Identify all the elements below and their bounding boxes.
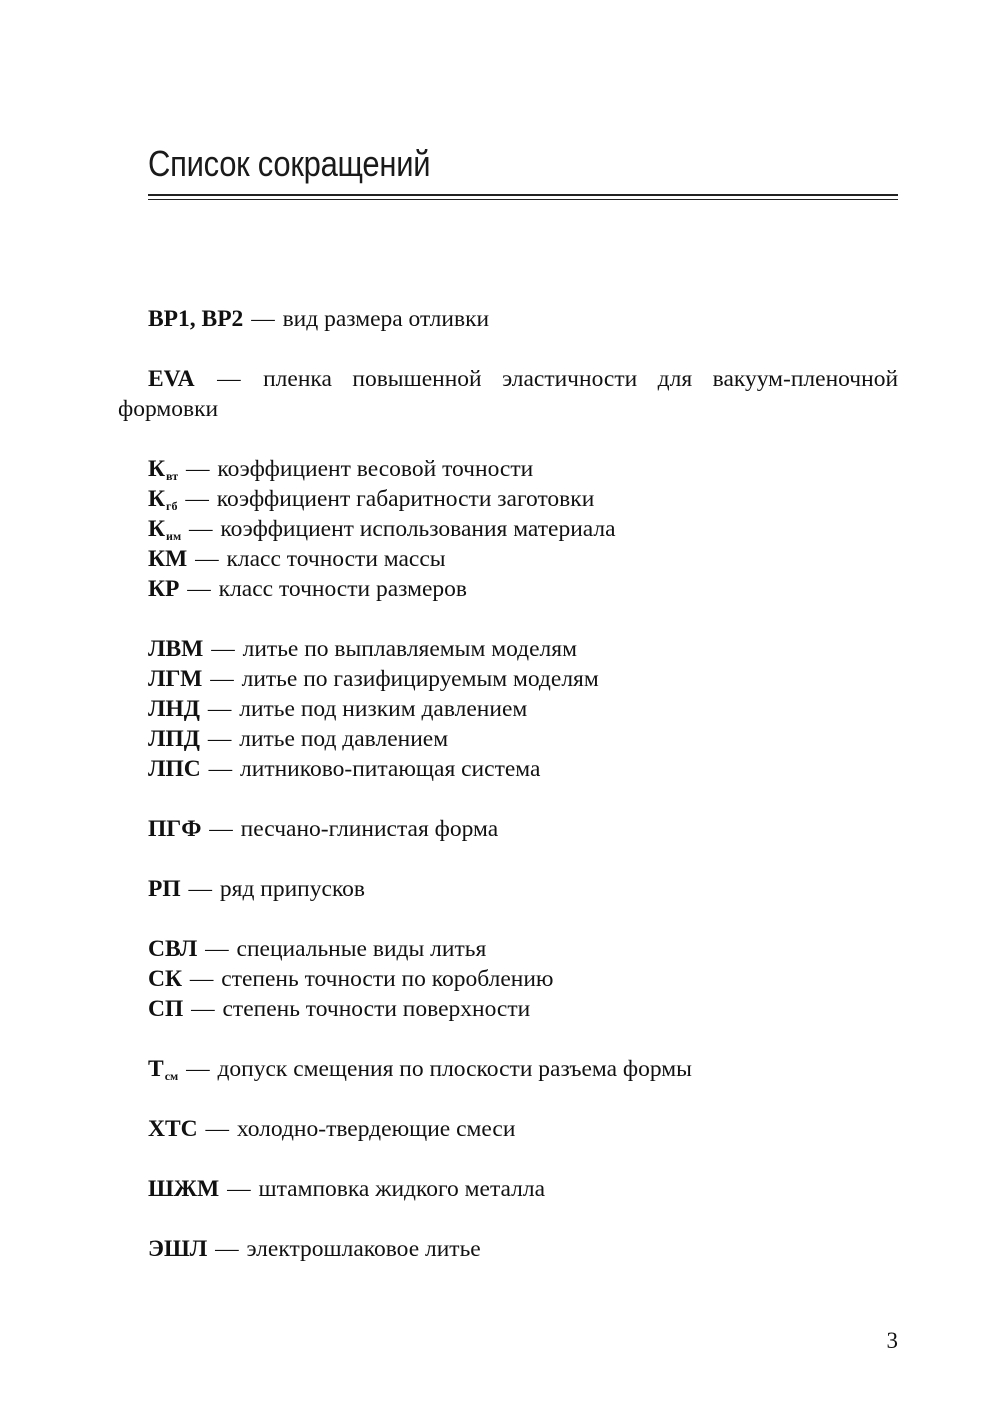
abbreviation-subscript: вт bbox=[166, 469, 179, 483]
abbreviation-entry: $К_{вт}$ — коэффициент весовой точности bbox=[148, 456, 534, 483]
abbreviation-subscript: см bbox=[164, 1069, 179, 1083]
abbreviation-term: КМ bbox=[148, 546, 188, 572]
abbreviation-entry: СВЛ — специальные виды литья bbox=[148, 936, 487, 962]
abbreviation-definition: литниково-питающая система bbox=[240, 756, 541, 782]
abbreviation-definition: допуск смещения по плоскости разъема формы bbox=[217, 1056, 692, 1082]
abbreviation-entry: ЛВМ — литье по выплавляемым моделям bbox=[148, 636, 577, 662]
abbreviation-term: $К_{им}$ bbox=[148, 516, 182, 543]
abbreviation-definition: литье под низким давлением bbox=[239, 696, 528, 722]
abbreviation-term: КР bbox=[148, 576, 180, 602]
abbreviation-entry: $К_{гб}$ — коэффициент габаритности заготовки bbox=[148, 486, 595, 513]
abbreviation-definition: литье по газифицируемым моделям bbox=[241, 666, 599, 692]
abbreviation-term: ЭШЛ bbox=[148, 1236, 208, 1262]
abbreviation-definition: литье по выплавляемым моделям bbox=[242, 636, 577, 662]
abbreviation-definition: литье под давлением bbox=[239, 726, 449, 752]
abbreviation-definition: степень точности по короблению bbox=[221, 966, 554, 992]
abbreviation-definition: коэффициент габаритности заготовки bbox=[216, 486, 595, 512]
abbreviation-term: $Т_{см}$ bbox=[148, 1056, 179, 1083]
abbreviation-entry: ПГФ — песчано-глинистая форма bbox=[148, 816, 499, 842]
title-rule-thick bbox=[148, 194, 898, 196]
abbreviation-definition: холодно-твердеющие смеси bbox=[236, 1116, 516, 1142]
abbreviation-entry: СК — степень точности по короблению bbox=[148, 966, 554, 992]
abbreviation-term: СВЛ bbox=[148, 936, 198, 962]
abbreviation-entry: РП — ряд припусков bbox=[148, 876, 366, 902]
abbreviation-entry: ВР1, ВР2 — вид размера отливки bbox=[148, 306, 490, 332]
abbreviation-term: ЛГМ bbox=[148, 666, 203, 692]
abbreviation-definition: пленка повышенной эластичности для вакуум-пленочной формовки bbox=[118, 366, 899, 422]
abbreviation-entry: ЛПД — литье под давлением bbox=[148, 726, 449, 752]
abbreviation-subscript: им bbox=[166, 529, 182, 543]
abbreviation-term: EVA bbox=[148, 366, 195, 392]
abbreviation-term: СП bbox=[148, 996, 184, 1022]
abbreviation-term: ЛПС bbox=[148, 756, 201, 782]
abbreviation-term: ШЖМ bbox=[148, 1176, 220, 1202]
abbreviation-entry: ШЖМ — штамповка жидкого металла bbox=[148, 1176, 546, 1202]
abbreviation-definition: электрошлаковое литье bbox=[246, 1236, 481, 1262]
abbreviation-term: ПГФ bbox=[148, 816, 202, 842]
abbreviation-entry: ХТС — холодно-твердеющие смеси bbox=[148, 1116, 516, 1142]
abbreviation-entry: СП — степень точности поверхности bbox=[148, 996, 531, 1022]
abbreviation-entry: КР — класс точности размеров bbox=[148, 576, 467, 602]
abbreviation-definition: класс точности размеров bbox=[218, 576, 467, 602]
abbreviation-definition: штамповка жидкого металла bbox=[258, 1176, 546, 1202]
abbreviation-definition: коэффициент использования материала bbox=[220, 516, 616, 542]
abbreviation-term: ХТС bbox=[148, 1116, 198, 1142]
abbreviation-entry: $К_{им}$ — коэффициент использования материала bbox=[148, 516, 616, 543]
abbreviation-term: $К_{вт}$ bbox=[148, 456, 179, 483]
abbreviation-term: $К_{гб}$ bbox=[148, 486, 178, 513]
abbreviation-definition: степень точности поверхности bbox=[222, 996, 531, 1022]
abbreviation-entry: ЛПС — литниково-питающая система bbox=[148, 756, 541, 782]
abbreviation-entry: КМ — класс точности массы bbox=[148, 546, 446, 572]
abbreviation-definition: класс точности массы bbox=[226, 546, 446, 572]
abbreviation-definition: вид размера отливки bbox=[282, 306, 490, 332]
abbreviation-term: ЛНД bbox=[148, 696, 200, 722]
page-title: Список сокращений bbox=[148, 143, 431, 184]
abbreviation-term: ВР1, ВР2 bbox=[148, 306, 244, 332]
abbreviation-entry: $Т_{см}$ — допуск смещения по плоскости разъема формы bbox=[148, 1056, 692, 1083]
abbreviation-definition: песчано-глинистая форма bbox=[240, 816, 499, 842]
abbreviation-term: РП bbox=[148, 876, 181, 902]
page-number: 3 bbox=[886, 1328, 898, 1353]
abbreviation-subscript: гб bbox=[166, 499, 178, 513]
abbreviation-definition: специальные виды литья bbox=[236, 936, 487, 962]
title-rule-thin bbox=[148, 199, 898, 200]
abbreviation-entry: ЛГМ — литье по газифицируемым моделям bbox=[148, 666, 599, 692]
abbreviation-entry: ЛНД — литье под низким давлением bbox=[148, 696, 528, 722]
abbreviation-entry: ЭШЛ — электрошлаковое литье bbox=[148, 1236, 481, 1262]
abbreviation-term: ЛПД bbox=[148, 726, 200, 752]
abbreviation-definition: коэффициент весовой точности bbox=[217, 456, 534, 482]
abbreviation-entry: EVA — пленка повышенной эластичности для вакуум-пленочной формовки bbox=[118, 366, 899, 422]
abbreviation-term: СК bbox=[148, 966, 183, 992]
abbreviation-term: ЛВМ bbox=[148, 636, 204, 662]
abbreviation-definition: ряд припусков bbox=[219, 876, 366, 902]
